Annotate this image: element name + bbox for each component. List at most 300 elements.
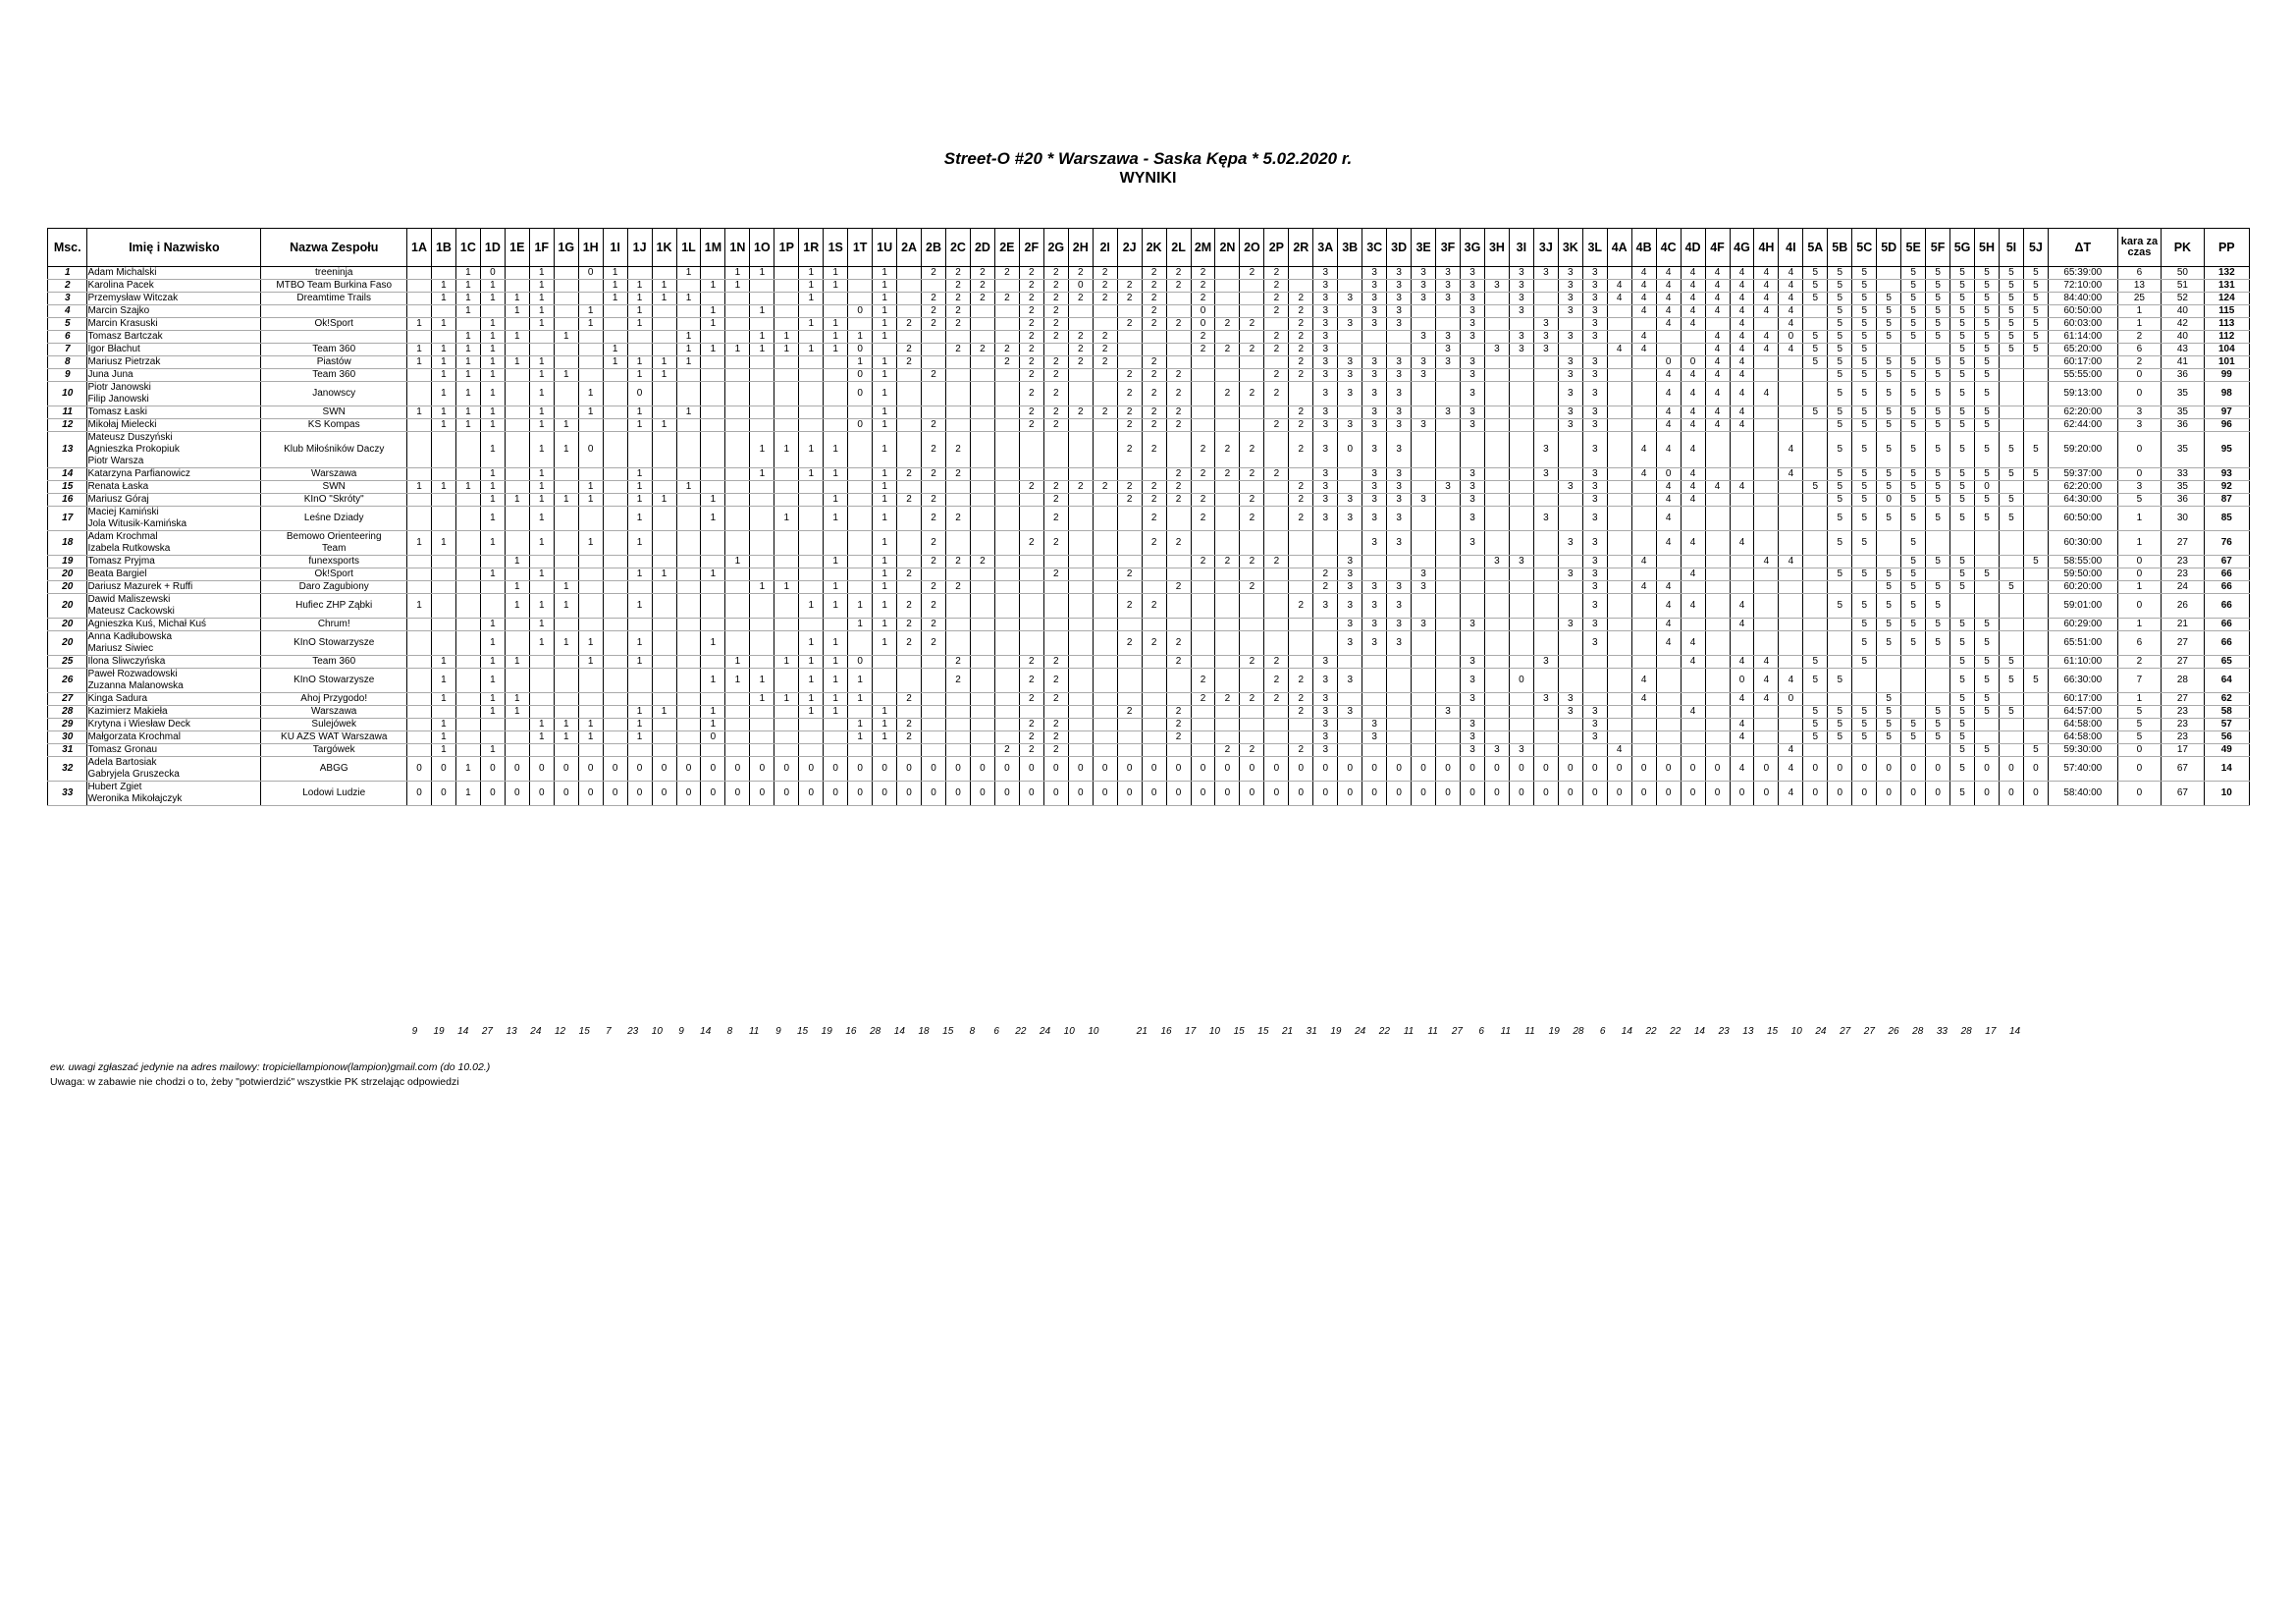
- score-cell: [1240, 280, 1264, 293]
- score-cell: 1: [676, 356, 701, 369]
- score-cell: 1: [873, 331, 897, 344]
- score-cell: 1: [480, 331, 505, 344]
- score-cell: 2: [1142, 406, 1166, 419]
- score-cell: 1: [848, 331, 873, 344]
- table-row: [48, 432, 2250, 468]
- team-cell: Warszawa: [261, 468, 407, 481]
- score-cell: 4: [1730, 594, 1754, 619]
- score-cell: 5: [2023, 331, 2048, 344]
- pk-cell: 27: [2162, 531, 2204, 556]
- score-cell: [1484, 419, 1509, 432]
- header-checkpoint-3b: 3B: [1338, 229, 1362, 267]
- score-cell: [1068, 531, 1093, 556]
- score-cell: 1: [505, 556, 529, 568]
- score-cell: [1215, 293, 1240, 305]
- score-cell: 2: [1019, 744, 1043, 757]
- score-cell: [1828, 619, 1852, 631]
- score-cell: [1607, 594, 1631, 619]
- score-cell: [1043, 468, 1068, 481]
- score-cell: [1289, 656, 1313, 669]
- score-cell: 1: [873, 369, 897, 382]
- score-cell: [1705, 719, 1730, 731]
- score-cell: 4: [1730, 267, 1754, 280]
- score-cell: [1705, 581, 1730, 594]
- team-cell: Leśne Dziady: [261, 507, 407, 531]
- score-cell: 2: [1240, 267, 1264, 280]
- checkpoint-count: 17: [1985, 1026, 1997, 1037]
- score-cell: 5: [1975, 406, 2000, 419]
- score-cell: 3: [1582, 280, 1607, 293]
- score-cell: [1191, 706, 1215, 719]
- score-cell: 1: [873, 507, 897, 531]
- place-cell: 7: [48, 344, 87, 356]
- score-cell: 2: [1289, 507, 1313, 531]
- header-checkpoint-3i: 3I: [1509, 229, 1533, 267]
- score-cell: [799, 507, 824, 531]
- score-cell: [1019, 556, 1043, 568]
- score-cell: [554, 693, 578, 706]
- score-cell: [946, 369, 971, 382]
- score-cell: [2023, 594, 2048, 619]
- score-cell: [1779, 581, 1803, 594]
- score-cell: [750, 481, 774, 494]
- score-cell: [578, 693, 603, 706]
- score-cell: [897, 556, 922, 568]
- score-cell: 1: [701, 305, 725, 318]
- score-cell: 2: [922, 267, 946, 280]
- score-cell: [1779, 507, 1803, 531]
- score-cell: 1: [455, 356, 480, 369]
- score-cell: [1019, 631, 1043, 656]
- score-cell: [701, 293, 725, 305]
- score-cell: 5: [1975, 507, 2000, 531]
- score-cell: [1436, 432, 1461, 468]
- score-cell: [1215, 305, 1240, 318]
- score-cell: [505, 318, 529, 331]
- score-cell: [554, 344, 578, 356]
- score-cell: [1142, 619, 1166, 631]
- header-checkpoint-1p: 1P: [774, 229, 799, 267]
- score-cell: 5: [1975, 293, 2000, 305]
- pp-cell: 85: [2204, 507, 2249, 531]
- score-cell: 1: [824, 693, 848, 706]
- score-cell: [1117, 267, 1142, 280]
- score-cell: [970, 719, 994, 731]
- pk-cell: 23: [2162, 556, 2204, 568]
- score-cell: [774, 531, 799, 556]
- score-cell: 3: [1338, 318, 1362, 331]
- score-cell: 2: [1313, 581, 1338, 594]
- checkpoint-count: 28: [1960, 1026, 1972, 1037]
- score-cell: 2: [1142, 305, 1166, 318]
- score-cell: [505, 481, 529, 494]
- score-cell: [774, 494, 799, 507]
- score-cell: [946, 619, 971, 631]
- checkpoint-count: 22: [1015, 1026, 1027, 1037]
- score-cell: 1: [578, 719, 603, 731]
- score-cell: [1093, 568, 1117, 581]
- score-cell: [1779, 419, 1803, 432]
- score-cell: [1999, 744, 2023, 757]
- score-cell: [455, 619, 480, 631]
- score-cell: 1: [529, 594, 554, 619]
- delta-t-cell: 59:01:00: [2048, 594, 2117, 619]
- score-cell: 3: [1582, 706, 1607, 719]
- score-cell: [1289, 731, 1313, 744]
- score-cell: [431, 556, 455, 568]
- score-cell: 1: [824, 432, 848, 468]
- pp-cell: 87: [2204, 494, 2249, 507]
- score-cell: 1: [578, 731, 603, 744]
- score-cell: 5: [1975, 619, 2000, 631]
- score-cell: [2023, 531, 2048, 556]
- pp-cell: 56: [2204, 731, 2249, 744]
- score-cell: 5: [1852, 267, 1877, 280]
- score-cell: 1: [824, 267, 848, 280]
- score-cell: [1779, 369, 1803, 382]
- score-cell: 5: [1852, 568, 1877, 581]
- score-cell: [701, 356, 725, 369]
- header-checkpoint-1c: 1C: [455, 229, 480, 267]
- score-cell: 4: [1681, 382, 1705, 406]
- score-cell: [1754, 594, 1779, 619]
- score-cell: [994, 419, 1019, 432]
- score-cell: 3: [1484, 280, 1509, 293]
- score-cell: 4: [1779, 757, 1803, 782]
- score-cell: [578, 581, 603, 594]
- header-checkpoint-2l: 2L: [1166, 229, 1191, 267]
- score-cell: 1: [529, 731, 554, 744]
- score-cell: 2: [1093, 356, 1117, 369]
- score-cell: [1068, 507, 1093, 531]
- score-cell: [1362, 706, 1387, 719]
- score-cell: 1: [431, 719, 455, 731]
- score-cell: 1: [676, 481, 701, 494]
- score-cell: [1533, 293, 1558, 305]
- checkpoint-count: 17: [1185, 1026, 1197, 1037]
- score-cell: [1803, 507, 1828, 531]
- score-cell: 0: [873, 757, 897, 782]
- score-cell: [1068, 568, 1093, 581]
- table-row: [48, 318, 2250, 331]
- score-cell: [1240, 531, 1264, 556]
- score-cell: [1681, 669, 1705, 693]
- score-cell: 1: [774, 331, 799, 344]
- pp-cell: 62: [2204, 693, 2249, 706]
- score-cell: [1240, 631, 1264, 656]
- score-cell: 2: [1166, 719, 1191, 731]
- score-cell: [897, 507, 922, 531]
- score-cell: 2: [897, 594, 922, 619]
- score-cell: 5: [1901, 581, 1926, 594]
- score-cell: 5: [1803, 344, 1828, 356]
- score-cell: 0: [505, 782, 529, 806]
- score-cell: [1240, 719, 1264, 731]
- score-cell: [652, 507, 676, 531]
- score-cell: 3: [1387, 356, 1412, 369]
- score-cell: [652, 406, 676, 419]
- score-cell: [554, 382, 578, 406]
- header-checkpoint-2r: 2R: [1289, 229, 1313, 267]
- score-cell: [676, 706, 701, 719]
- score-cell: [1754, 494, 1779, 507]
- score-cell: 2: [1019, 731, 1043, 744]
- score-cell: [407, 744, 432, 757]
- score-cell: [480, 731, 505, 744]
- score-cell: [1999, 568, 2023, 581]
- score-cell: [774, 556, 799, 568]
- score-cell: [1730, 568, 1754, 581]
- score-cell: 2: [1093, 293, 1117, 305]
- score-cell: [1754, 406, 1779, 419]
- score-cell: 3: [1582, 369, 1607, 382]
- score-cell: [799, 419, 824, 432]
- score-cell: [1607, 356, 1631, 369]
- score-cell: 4: [1656, 581, 1681, 594]
- score-cell: [1068, 432, 1093, 468]
- score-cell: 3: [1461, 406, 1485, 419]
- score-cell: 5: [1926, 305, 1950, 318]
- score-cell: [897, 744, 922, 757]
- score-cell: [627, 267, 652, 280]
- score-cell: [1289, 619, 1313, 631]
- score-cell: 5: [1828, 382, 1852, 406]
- score-cell: [1999, 619, 2023, 631]
- score-cell: [824, 481, 848, 494]
- header-checkpoint-5g: 5G: [1950, 229, 1975, 267]
- team-cell: Team 360: [261, 369, 407, 382]
- score-cell: [1656, 669, 1681, 693]
- score-cell: 3: [1461, 305, 1485, 318]
- score-cell: 1: [627, 568, 652, 581]
- score-cell: [676, 619, 701, 631]
- score-cell: 2: [897, 344, 922, 356]
- score-cell: [1631, 356, 1656, 369]
- score-cell: [970, 331, 994, 344]
- score-cell: 1: [529, 267, 554, 280]
- score-cell: [505, 382, 529, 406]
- table-row: [48, 744, 2250, 757]
- score-cell: [676, 719, 701, 731]
- score-cell: 5: [1852, 406, 1877, 419]
- checkpoint-count: 27: [481, 1026, 493, 1037]
- score-cell: [1754, 744, 1779, 757]
- score-cell: 5: [1975, 706, 2000, 719]
- score-cell: 1: [799, 669, 824, 693]
- score-cell: 2: [922, 531, 946, 556]
- score-cell: 5: [1950, 631, 1975, 656]
- score-cell: [431, 468, 455, 481]
- checkpoint-count: 14: [893, 1026, 905, 1037]
- score-cell: 0: [848, 782, 873, 806]
- score-cell: 1: [627, 280, 652, 293]
- score-cell: [848, 280, 873, 293]
- pk-cell: 42: [2162, 318, 2204, 331]
- score-cell: [922, 744, 946, 757]
- score-cell: 2: [1043, 406, 1068, 419]
- score-cell: [750, 594, 774, 619]
- score-cell: [627, 556, 652, 568]
- score-cell: 3: [1582, 619, 1607, 631]
- score-cell: 0: [1093, 757, 1117, 782]
- score-cell: [1093, 631, 1117, 656]
- score-cell: 3: [1582, 331, 1607, 344]
- score-cell: 2: [970, 344, 994, 356]
- score-cell: 5: [1877, 481, 1901, 494]
- score-cell: [1705, 318, 1730, 331]
- score-cell: 4: [1779, 468, 1803, 481]
- table-row: [48, 669, 2250, 693]
- score-cell: [1509, 382, 1533, 406]
- team-cell: Targówek: [261, 744, 407, 757]
- score-cell: [603, 331, 627, 344]
- score-cell: [725, 305, 750, 318]
- score-cell: 5: [1901, 594, 1926, 619]
- score-cell: 5: [2023, 305, 2048, 318]
- score-cell: 1: [824, 594, 848, 619]
- score-cell: 2: [1043, 531, 1068, 556]
- score-cell: [701, 744, 725, 757]
- score-cell: [1656, 706, 1681, 719]
- score-cell: 1: [799, 631, 824, 656]
- score-cell: 1: [529, 280, 554, 293]
- checkpoint-count: 7: [606, 1026, 612, 1037]
- score-cell: 0: [1068, 280, 1093, 293]
- score-cell: [1142, 731, 1166, 744]
- score-cell: 1: [824, 669, 848, 693]
- score-cell: 2: [1289, 406, 1313, 419]
- header-checkpoint-3h: 3H: [1484, 229, 1509, 267]
- score-cell: [1533, 406, 1558, 419]
- score-cell: [455, 432, 480, 468]
- score-cell: [652, 382, 676, 406]
- score-cell: 2: [946, 507, 971, 531]
- score-cell: 3: [1387, 382, 1412, 406]
- score-cell: [1387, 669, 1412, 693]
- score-cell: 5: [1950, 619, 1975, 631]
- score-cell: [1264, 531, 1289, 556]
- score-cell: 2: [946, 305, 971, 318]
- score-cell: [1093, 693, 1117, 706]
- score-cell: 3: [1461, 619, 1485, 631]
- score-cell: 3: [1313, 481, 1338, 494]
- name-cell: Paweł Rozwadowski Zuzanna Malanowska: [87, 669, 261, 693]
- score-cell: 2: [1117, 318, 1142, 331]
- score-cell: [407, 267, 432, 280]
- score-cell: 5: [1926, 419, 1950, 432]
- score-cell: 3: [1362, 369, 1387, 382]
- score-cell: 5: [1926, 382, 1950, 406]
- pp-cell: 58: [2204, 706, 2249, 719]
- score-cell: [1509, 631, 1533, 656]
- score-cell: 1: [652, 419, 676, 432]
- score-cell: 1: [480, 468, 505, 481]
- score-cell: 4: [1656, 382, 1681, 406]
- score-cell: 2: [1043, 719, 1068, 731]
- score-cell: 0: [1338, 757, 1362, 782]
- score-cell: 5: [1901, 719, 1926, 731]
- score-cell: [1999, 481, 2023, 494]
- score-cell: 3: [1558, 531, 1582, 556]
- score-cell: 3: [1582, 631, 1607, 656]
- score-cell: 5: [1999, 494, 2023, 507]
- score-cell: 1: [431, 406, 455, 419]
- score-cell: [774, 369, 799, 382]
- score-cell: [505, 731, 529, 744]
- score-cell: 2: [1093, 267, 1117, 280]
- score-cell: [1215, 669, 1240, 693]
- note-email: ew. uwagi zgłaszać jedynie na adres mailowy: tropiciellampionow(lampion)gmail.com (do 10.02.): [50, 1061, 491, 1073]
- score-cell: [1631, 706, 1656, 719]
- score-cell: 0: [1779, 693, 1803, 706]
- score-cell: [1533, 382, 1558, 406]
- score-cell: 3: [1582, 305, 1607, 318]
- score-cell: 5: [1975, 280, 2000, 293]
- score-cell: 5: [2023, 267, 2048, 280]
- pp-cell: 66: [2204, 581, 2249, 594]
- score-cell: [946, 744, 971, 757]
- score-cell: 3: [1461, 280, 1485, 293]
- score-cell: 4: [1656, 494, 1681, 507]
- score-cell: 2: [1068, 481, 1093, 494]
- pp-cell: 14: [2204, 757, 2249, 782]
- score-cell: [873, 656, 897, 669]
- score-cell: [848, 507, 873, 531]
- score-cell: [1043, 594, 1068, 619]
- score-cell: 1: [627, 631, 652, 656]
- header-checkpoint-1r: 1R: [799, 229, 824, 267]
- score-cell: [1926, 531, 1950, 556]
- score-cell: 1: [455, 331, 480, 344]
- score-cell: [603, 406, 627, 419]
- score-cell: 2: [1117, 494, 1142, 507]
- checkpoint-count: 11: [748, 1026, 760, 1037]
- score-cell: 4: [1730, 356, 1754, 369]
- score-cell: [603, 556, 627, 568]
- score-cell: [1093, 531, 1117, 556]
- score-cell: 5: [1975, 669, 2000, 693]
- score-cell: 4: [1705, 305, 1730, 318]
- score-cell: 3: [1558, 406, 1582, 419]
- score-cell: 5: [1828, 318, 1852, 331]
- score-cell: 1: [529, 631, 554, 656]
- score-cell: 4: [1681, 594, 1705, 619]
- score-cell: 1: [480, 280, 505, 293]
- name-cell: Adela Bartosiak Gabryjela Gruszecka: [87, 757, 261, 782]
- score-cell: 1: [455, 419, 480, 432]
- score-cell: [529, 581, 554, 594]
- pp-cell: 67: [2204, 556, 2249, 568]
- score-cell: 4: [1681, 406, 1705, 419]
- score-cell: [1509, 419, 1533, 432]
- score-cell: [1607, 267, 1631, 280]
- checkpoint-count: 21: [1281, 1026, 1294, 1037]
- score-cell: 4: [1656, 432, 1681, 468]
- score-cell: 2: [1043, 568, 1068, 581]
- delta-t-cell: 72:10:00: [2048, 280, 2117, 293]
- score-cell: 1: [848, 731, 873, 744]
- score-cell: 0: [701, 782, 725, 806]
- score-cell: 5: [1999, 305, 2023, 318]
- checkpoint-count: 10: [1088, 1026, 1099, 1037]
- score-cell: 2: [922, 556, 946, 568]
- score-cell: [750, 419, 774, 432]
- score-cell: 1: [848, 669, 873, 693]
- score-cell: [1975, 719, 2000, 731]
- pk-cell: 36: [2162, 369, 2204, 382]
- score-cell: [1362, 744, 1387, 757]
- score-cell: [578, 468, 603, 481]
